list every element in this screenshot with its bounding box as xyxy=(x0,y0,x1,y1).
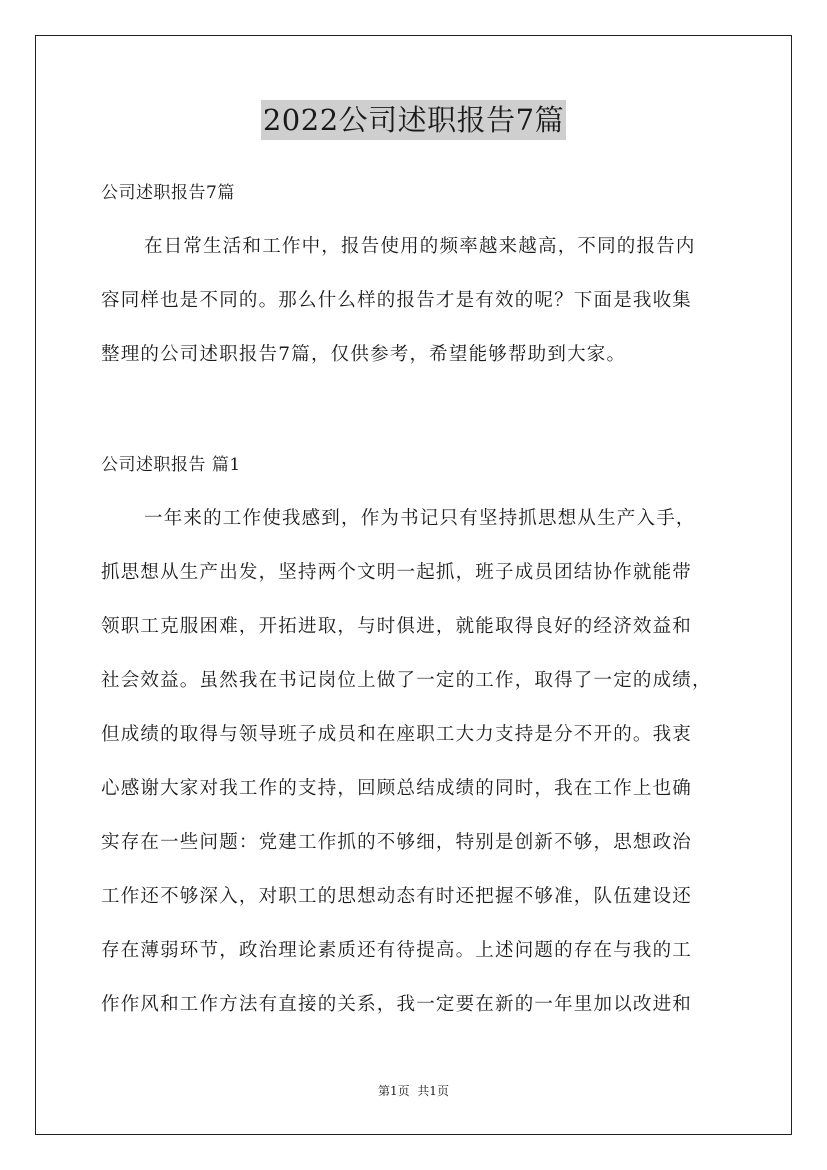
title-container xyxy=(0,100,827,140)
paragraph-line: 工作还不够深入，对职工的思想动态有时还把握不够准，队伍建设还 xyxy=(101,886,693,907)
paragraph-line: 实存在一些问题：党建工作抓的不够细，特别是创新不够，思想政治 xyxy=(101,832,693,853)
paragraph-line: 抓思想从生产出发，坚持两个文明一起抓，班子成员团结协作就能带 xyxy=(101,562,693,583)
section1-paragraph xyxy=(101,492,741,1032)
paragraph-line: 社会效益。虽然我在书记岗位上做了一定的工作，取得了一定的成绩， xyxy=(101,670,712,691)
page-footer: 第1页 共1页 xyxy=(378,1084,449,1098)
paragraph-line: 容同样也是不同的。那么什么样的报告才是有效的呢？下面是我收集 xyxy=(101,290,693,311)
section1-heading: 公司述职报告 篇1 xyxy=(101,455,241,475)
intro-heading: 公司述职报告7篇 xyxy=(101,183,235,203)
paragraph-line: 存在薄弱环节，政治理论素质还有待提高。上述问题的存在与我的工 xyxy=(101,940,693,961)
paragraph-line: 但成绩的取得与领导班子成员和在座职工大力支持是分不开的。我衷 xyxy=(101,724,693,745)
intro-paragraph xyxy=(101,220,741,382)
paragraph-line: 领职工克服困难，开拓进取，与时俱进，就能取得良好的经济效益和 xyxy=(101,616,693,637)
paragraph-line: 在日常生活和工作中，报告使用的频率越来越高，不同的报告内 xyxy=(144,236,696,257)
paragraph-line: 一年来的工作使我感到，作为书记只有坚持抓思想从生产入手， xyxy=(144,508,696,529)
paragraph-line: 整理的公司述职报告7篇，仅供参考，希望能够帮助到大家。 xyxy=(101,344,627,365)
document-title: 2022公司述职报告7篇 xyxy=(261,100,566,140)
paragraph-line: 心感谢大家对我工作的支持，回顾总结成绩的同时，我在工作上也确 xyxy=(101,778,693,799)
paragraph-line: 作作风和工作方法有直接的关系，我一定要在新的一年里加以改进和 xyxy=(101,994,693,1015)
